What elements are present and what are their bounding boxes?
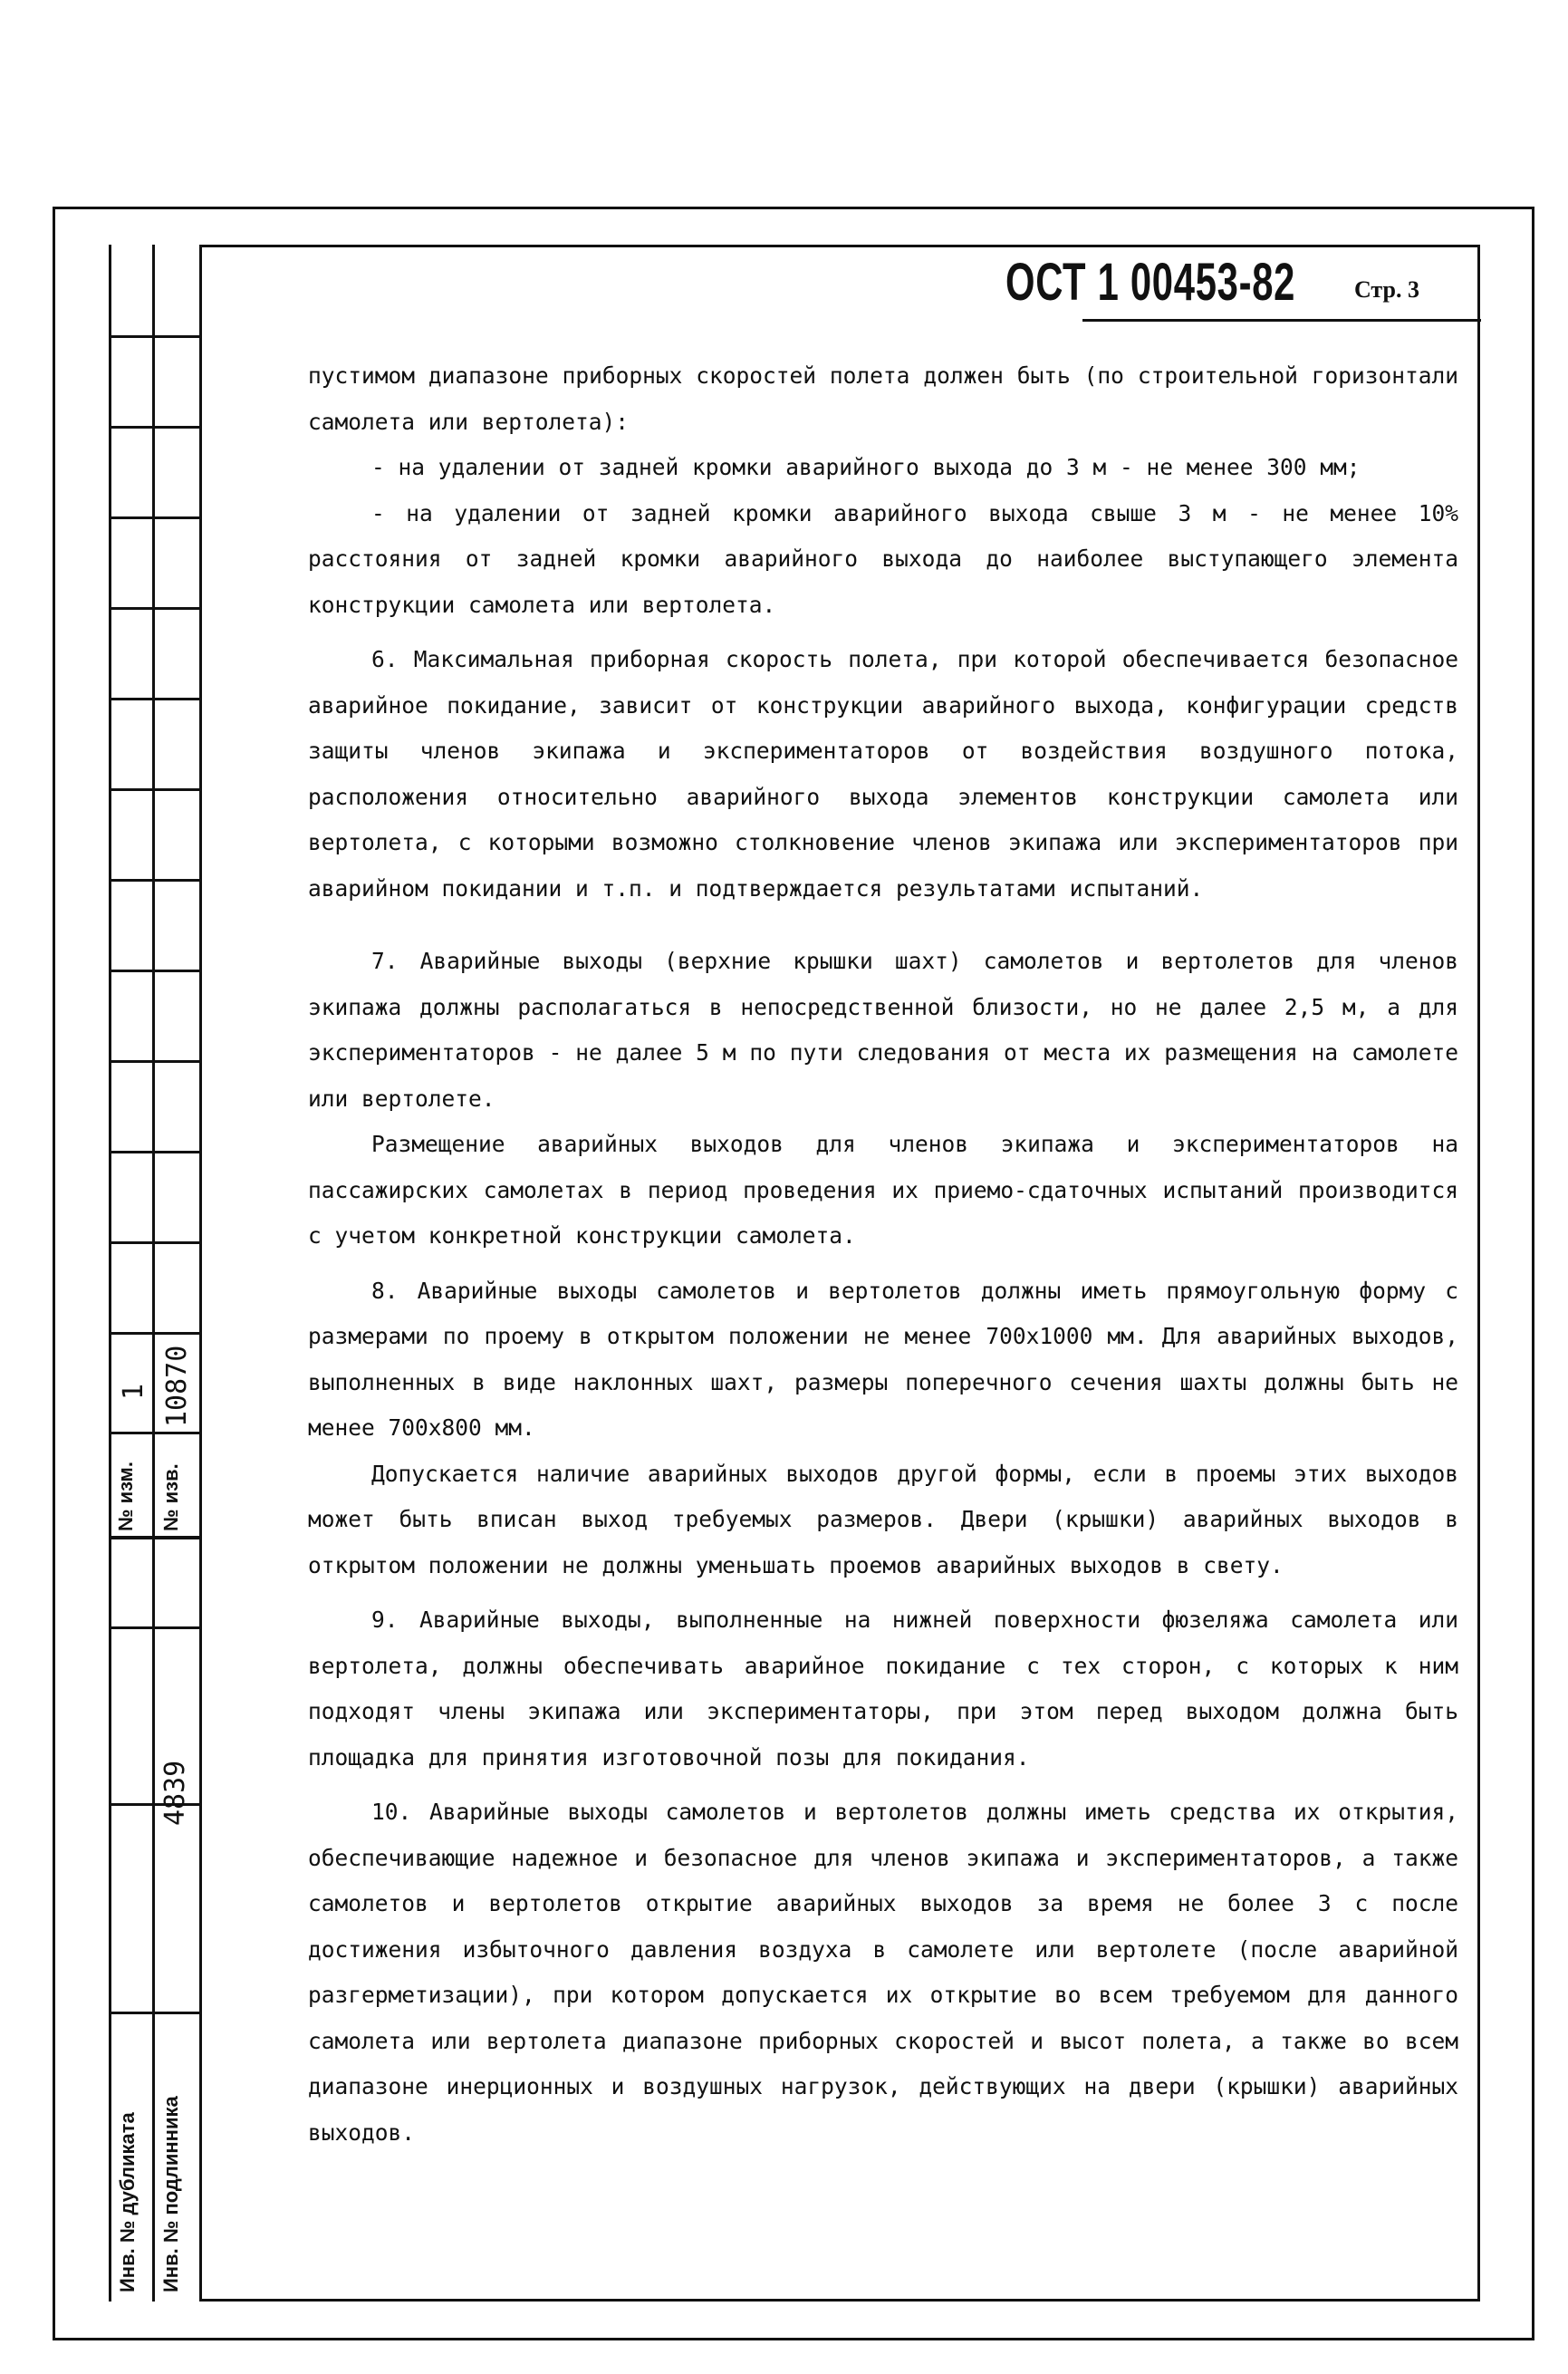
izm-value: 1 [118, 1383, 149, 1400]
strip-hline [109, 970, 199, 972]
strip-hline [109, 335, 199, 338]
strip-vline-1 [109, 245, 111, 2302]
izm-label: № изм. [114, 1462, 137, 1531]
strip-hline [109, 1060, 199, 1063]
podlinnik-value: 4839 [159, 1760, 191, 1826]
strip-hline [109, 1241, 199, 1244]
spacer [308, 1780, 1458, 1790]
dublikat-label: Инв. № дубликата [116, 2112, 139, 2292]
paragraph-8-cont: Допускается наличие аварийных выходов другой формы, если в проемы этих выходов может быть вписан выход требуемых размеров. Двери (крышки) аварийных выходов в открытом положении не должны уменьшать проемов аварийных выходов в свету. [308, 1460, 1458, 1578]
page-number: Стр. 3 [1354, 276, 1419, 303]
paragraph-7: 7. Аварийные выходы (верхние крышки шахт) самолетов и вертолетов для членов экипажа должны располагаться в непосредственной близости, но не далее 2,5 м, а для экспериментаторов - не далее 5 м по пути следования от места их размещения на самолете или вертолете. [308, 948, 1458, 1112]
spacer [308, 628, 1458, 637]
paragraph-continuation: пустимом диапазоне приборных скоростей полета должен быть (по строительной горизонтали самолета или вертолета): [308, 362, 1458, 435]
strip-vline-2 [152, 245, 155, 2302]
document-id: ОСТ 1 00453-82 [1005, 253, 1296, 312]
strip-hline [109, 516, 199, 519]
paragraph-list-item-1: - на удалении от задней кромки аварийного выхода до 3 м - не менее 300 мм; [371, 454, 1361, 480]
document-body [308, 353, 1458, 2156]
strip-hline [109, 698, 199, 700]
paragraph-6: 6. Максимальная приборная скорость полета, при которой обеспечивается безопасное аварийное покидание, зависит от конструкции аварийного выхода, конфигурации средств защиты членов экипажа и экспериментаторов от воздействия воздушного потока, расположения относительно аварийного выхода элементов конструкции самолета или вертолета, с которыми возможно столкновение членов экипажа или экспериментаторов при аварийном покидании и т.п. и подтверждается результатами испытаний. [308, 646, 1458, 902]
strip-hline [109, 1432, 199, 1434]
paragraph-8: 8. Аварийные выходы самолетов и вертолетов должны иметь прямоугольную форму с размерами по проему в открытом положении не менее 700х1000 мм. Для аварийных выходов, выполненных в виде наклонных шахт, размеры поперечного сечения шахты должны быть не менее 700х800 мм. [308, 1277, 1458, 1441]
paragraph-10: 10. Аварийные выходы самолетов и вертолетов должны иметь средства их открытия, обеспечивающие надежное и безопасное для членов экипажа и экспериментаторов, а также самолетов и вертолетов открытие аварийных выходов за время не более 3 с после достижения избыточного давления воздуха в самолете или вертолете (после аварийной разгерметизации), при котором допускается их открытие во всем требуемом для данного самолета или вертолета диапазоне приборных скоростей и высот полета, а также во всем диапазоне инерционных и воздушных нагрузок, действующих на двери (крышки) аварийных выходов. [308, 1799, 1458, 2146]
strip-hline [109, 788, 199, 791]
paragraph-9: 9. Аварийные выходы, выполненные на нижней поверхности фюзеляжа самолета или вертолета, должны обеспечивать аварийное покидание с тех сторон, с которых к ним подходят члены экипажа или экспериментаторы, при этом перед выходом должна быть площадка для принятия изготовочной позы для покидания. [308, 1607, 1458, 1771]
strip-hline [109, 1536, 199, 1539]
spacer [308, 1588, 1458, 1597]
header-underline [1082, 319, 1481, 322]
podlinnik-label: Инв. № подлинника [159, 2096, 182, 2292]
strip-hline [109, 1151, 199, 1153]
strip-hline [109, 607, 199, 610]
izv-label: № изв. [159, 1463, 182, 1531]
strip-hline [109, 1332, 199, 1335]
paragraph-list-item-2: - на удалении от задней кромки аварийного выхода свыше 3 м - не менее 10% расстояния от задней кромки аварийного выхода до наиболее выступающего элемента конструкции самолета или вертолета. [308, 499, 1458, 618]
spacer [308, 912, 1458, 939]
izv-value: 10870 [161, 1345, 193, 1427]
paragraph-7-cont: Размещение аварийных выходов для членов экипажа и экспериментаторов на пассажирских самолетах в период проведения их приемо-сдаточных испытаний производится с учетом конкретной конструкции самолета. [308, 1131, 1458, 1249]
spacer [308, 1259, 1458, 1269]
strip-hline [109, 426, 199, 429]
strip-hline [109, 1626, 199, 1629]
strip-hline [109, 2012, 199, 2014]
strip-hline [109, 879, 199, 882]
